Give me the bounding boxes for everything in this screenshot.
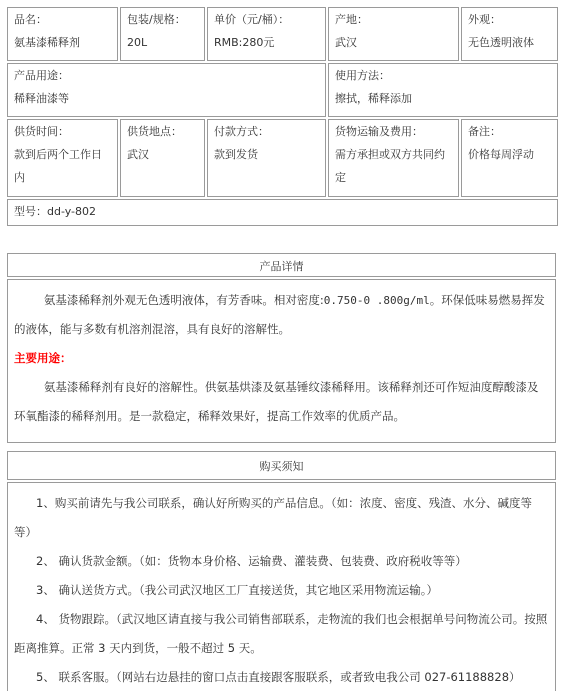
density-value: 0.750-0 .800g/ml: [323, 294, 430, 307]
spec-cell-price: [207, 7, 326, 61]
spec-label: 产品用途：: [14, 69, 69, 82]
spec-row-1: [7, 7, 558, 61]
spec-value: 需方承担或双方共同约定: [335, 148, 445, 184]
spec-label: 品名：: [14, 13, 47, 26]
details-header: 产品详情: [7, 253, 556, 277]
spec-label: 包装/规格：: [127, 13, 186, 26]
spec-value: RMB:280元: [214, 36, 275, 49]
purchase-item: 5、 联系客服。（网站右边悬挂的窗口点击直接跟客服联系，或者致电我公司 027-61188828）: [36, 670, 521, 684]
spec-value: 武汉: [127, 148, 149, 161]
spec-label: 备注：: [468, 125, 501, 138]
spec-row-4: [7, 199, 558, 226]
purchase-item: 2、 确认货款金额。（如：货物本身价格、运输费、灌装费、包装费、政府税收等等）: [36, 554, 467, 568]
spec-cell-payment: [207, 119, 326, 197]
spec-cell-appearance: [461, 7, 558, 61]
purchase-item: 4、 货物跟踪。（武汉地区请直接与我公司销售部联系，走物流的我们也会根据单号问物流公司。按照距离推算。正常 3 天内到货，一般不超过 5 天。: [14, 612, 548, 655]
spec-table: [5, 5, 560, 228]
spec-value: 款到发货: [214, 148, 258, 161]
spec-label: 供货时间：: [14, 125, 69, 138]
main-use-label: 主要用途：: [14, 351, 72, 365]
spec-cell-remark: [461, 119, 558, 197]
spec-cell-name: [7, 7, 118, 61]
spec-cell-supply-time: [7, 119, 118, 197]
spec-label: 使用方法：: [335, 69, 390, 82]
spec-row-2: [7, 63, 558, 117]
spec-cell-supply-place: [120, 119, 205, 197]
main-use-paragraph: 氨基漆稀释剂有良好的溶解性。供氨基烘漆及氨基锤纹漆稀释用。该稀释剂还可作短油度醇酸漆及环氧酯漆的稀释剂用。是一款稳定，稀释效果好，提高工作效率的优质产品。: [14, 380, 539, 423]
spec-label: 货物运输及费用：: [335, 125, 423, 138]
spec-label: 外观：: [468, 13, 501, 26]
spec-value: 稀释油漆等: [14, 92, 69, 105]
spec-cell-model: 型号：dd-y-802: [7, 199, 558, 226]
spec-value: 氨基漆稀释剂: [14, 36, 80, 49]
spec-value: 擦拭，稀释添加: [335, 92, 412, 105]
spec-cell-usage: [7, 63, 326, 117]
spec-value: 款到后两个工作日内: [14, 148, 102, 184]
spec-value: 20L: [127, 36, 148, 49]
spec-cell-origin: [328, 7, 459, 61]
purchase-item: 1、购买前请先与我公司联系，确认好所购买的产品信息。（如：浓度、密度、残渣、水分、碱度等等）: [14, 496, 533, 539]
purchase-body: [7, 482, 556, 691]
purchase-item: 3、 确认送货方式。（我公司武汉地区工厂直接送货，其它地区采用物流运输。）: [36, 583, 438, 597]
spec-value: 价格每周浮动: [468, 148, 534, 161]
details-body: [7, 279, 556, 443]
details-text: 氨基漆稀释剂外观无色透明液体，有芳香味。相对密度:: [43, 293, 324, 307]
details-paragraph: [14, 286, 549, 344]
details-text: 。环保低味易燃易挥发的液体，能与多数有机溶剂混溶，具有良好的溶解性。: [14, 293, 545, 336]
spec-row-3: [7, 119, 558, 197]
spec-cell-method: [328, 63, 558, 117]
purchase-header: 购买须知: [7, 451, 556, 480]
spec-cell-package: [120, 7, 205, 61]
spec-label: 单价（元/桶）：: [214, 13, 290, 26]
spec-label: 供货地点：: [127, 125, 182, 138]
spec-label: 付款方式：: [214, 125, 269, 138]
spec-label: 产地：: [335, 13, 368, 26]
spec-cell-shipping: [328, 119, 459, 197]
spec-value: 无色透明液体: [468, 36, 534, 49]
spec-value: 武汉: [335, 36, 357, 49]
